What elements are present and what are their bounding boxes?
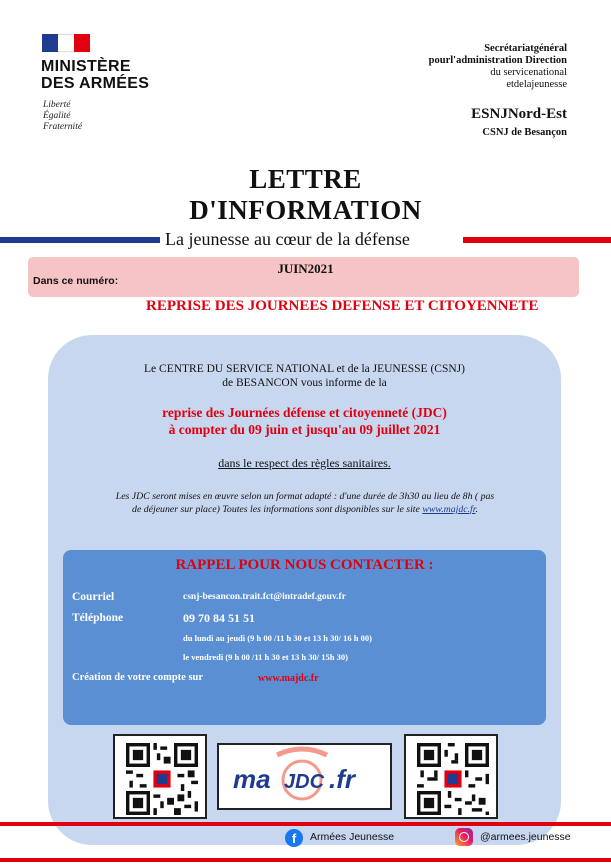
majdc-logo-fr: .fr [329,764,355,794]
telephone-value[interactable]: 09 70 84 51 51 [183,611,255,625]
esnj-name: ESNJNord-Est [471,106,567,122]
qr-code-left [113,734,207,819]
qr-code-icon [417,743,489,815]
footer-bar-bottom [0,858,611,862]
csnj-name: CSNJ de Besançon [482,127,567,138]
contact-title: RAPPEL POUR NOUS CONTACTER : [175,557,434,573]
issue-label: Dans ce numéro: [33,275,119,287]
majdc-logo-art [219,745,390,808]
qr-code-icon [126,743,198,815]
page-subtitle: La jeunesse au cœur de la défense [165,229,410,249]
telephone-label: Téléphone [72,612,124,624]
account-label: Création de votre compte sur [72,672,204,683]
intro-text: Le CENTRE DU SERVICE NATIONAL et de la JEUNESSE (CSNJ) de BESANCON vous informe de la [144,363,465,389]
footer-bar-top [0,822,611,826]
title-bar-blue [0,237,160,243]
instagram-icon[interactable] [455,828,473,846]
instagram-label[interactable]: @armees.jeunesse [480,831,571,843]
account-site-link[interactable]: www.majdc.fr [258,673,319,684]
majdc-logo-jdc: JDC [284,771,325,793]
page-title: LETTRE D'INFORMATION [189,164,422,225]
issue-date: JUIN2021 [277,261,334,276]
hours-weekdays: du lundi au jeudi (9 h 00 /11 h 30 et 13 h 30/ 16 h 00) [183,633,372,643]
courriel-value[interactable]: csnj-besancon.trait.fct@intradef.gouv.fr [183,592,346,602]
majdc-logo-ma: ma [233,764,271,794]
title-bar-red [463,237,611,243]
majdc-link[interactable]: www.majdc.fr [422,504,476,515]
qr-code-right [404,734,498,819]
courriel-label: Courriel [72,591,115,603]
jdc-format-note: Les JDC seront mises en œuvre selon un format adapté : d'une durée de 3h30 au lieu de 8h ( pas de déjeuner sur place) Toutes les informations sont disponibles sur le site www.majdc.fr. [115,491,495,515]
facebook-label[interactable]: Armées Jeunesse [310,831,395,843]
majdc-logo [217,743,392,810]
facebook-icon[interactable]: f [285,829,303,847]
marianne-flag-icon [42,34,90,52]
sanitary-rules: dans le respect des règles sanitaires. [218,456,391,470]
issuing-directorate: Secrétariatgénéral pourl'administration Direction du servicenational etdelajeunesse [428,43,567,90]
issue-headline: REPRISE DES JOURNEES DEFENSE ET CITOYENNETE [146,298,539,314]
hours-friday: le vendredi (9 h 00 /11 h 30 et 13 h 30/ 15h 30) [183,652,348,662]
reprise-announcement: reprise des Journées défense et citoyenneté (JDC) à compter du 09 juin et jusqu'au 09 juillet 2021 [162,405,447,437]
republic-motto: Liberté Égalité Fraternité [43,100,83,132]
ministry-name: MINISTÈRE DES ARMÉES [41,58,150,92]
